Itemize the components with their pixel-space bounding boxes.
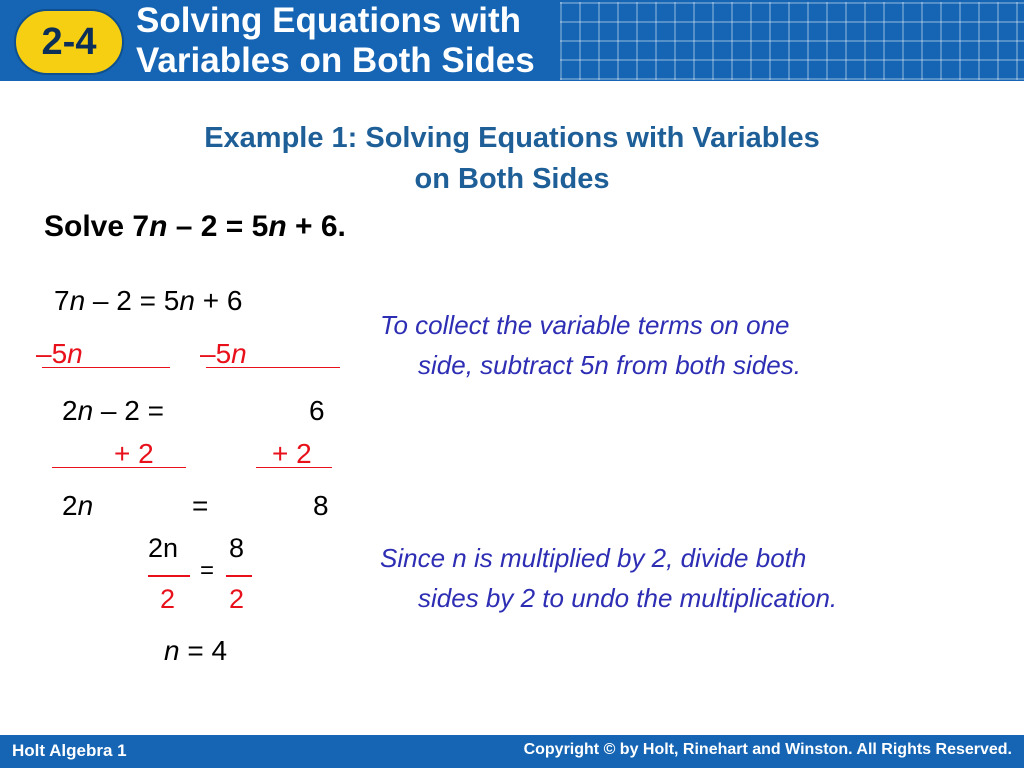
add-left: + 2 (114, 438, 154, 469)
equation-step-2-rhs: 6 (309, 395, 325, 426)
eq1-mid: – 2 = 5 (85, 285, 180, 316)
fraction-equals: = (200, 557, 215, 584)
subtract-right-var: n (231, 338, 247, 369)
problem-middle: – 2 = 5 (167, 210, 269, 243)
fraction-left-bar (148, 575, 190, 577)
equation-step-2-left (62, 395, 164, 427)
note2-line1: Since n is multiplied by 2, divide both (380, 543, 807, 573)
equation-step-3-eq: = (192, 490, 209, 521)
add-right-underline (256, 467, 332, 468)
result (164, 635, 227, 667)
fraction-left-denominator: 2 (160, 584, 176, 614)
fraction-right-denominator: 2 (229, 584, 245, 614)
problem-solve-word: Solve (44, 210, 125, 243)
result-rest: = 4 (179, 635, 228, 666)
add-left-underline (52, 467, 186, 468)
eq1-coef: 7 (54, 285, 70, 316)
result-var: n (164, 635, 180, 666)
equation-step-3-left (62, 490, 93, 522)
note1-line1: To collect the variable terms on one (380, 310, 790, 340)
subtract-left (36, 338, 83, 370)
problem-statement (44, 210, 346, 244)
eq3-coef: 2 (62, 490, 78, 521)
header-bar (0, 0, 1024, 81)
eq2-var: n (77, 395, 94, 426)
problem-var-2: n (268, 210, 287, 243)
lesson-title (136, 1, 535, 81)
subtract-right (200, 338, 247, 370)
subtract-left-text: –5 (36, 338, 68, 369)
eq1-var2: n (179, 285, 195, 316)
example-title-line1: Example 1: Solving Equations with Variables (204, 122, 820, 154)
note-collect-terms (380, 305, 801, 385)
subtract-right-text: –5 (200, 338, 232, 369)
fraction-right-bar (226, 575, 252, 577)
equation-step-3-rhs: 8 (313, 490, 329, 521)
subtract-left-var: n (67, 338, 83, 369)
problem-coef: 7 (132, 210, 150, 243)
fraction-right-numerator: 8 (229, 533, 245, 563)
subtract-right-underline (206, 367, 340, 368)
add-right: + 2 (272, 438, 312, 469)
footer-copyright: Copyright © by Holt, Rinehart and Winston. All Rights Reserved. (523, 741, 1012, 758)
lesson-title-line1: Solving Equations with (136, 1, 521, 40)
equation-step-1 (54, 285, 242, 317)
note1-line2: side, subtract 5n from both sides. (418, 350, 801, 380)
eq2-coef: 2 (62, 395, 78, 426)
lesson-badge: 2-4 (14, 9, 124, 75)
example-title-line2: on Both Sides (414, 163, 610, 195)
eq1-var: n (69, 285, 86, 316)
footer-book-title: Holt Algebra 1 (12, 741, 127, 760)
problem-end: + 6. (286, 210, 346, 243)
subtract-left-underline (42, 367, 170, 368)
note2-line2: sides by 2 to undo the multiplication. (418, 583, 838, 613)
header-grid-pattern (560, 2, 1024, 80)
footer-bar (0, 735, 1024, 768)
note-divide (380, 538, 837, 618)
fraction-left-numerator: 2n (148, 533, 179, 563)
example-title (0, 118, 1024, 200)
eq3-var: n (77, 490, 94, 521)
problem-var: n (149, 210, 168, 243)
eq2-rest: – 2 = (93, 395, 164, 426)
lesson-title-line2: Variables on Both Sides (136, 41, 535, 80)
eq1-end: + 6 (194, 285, 243, 316)
